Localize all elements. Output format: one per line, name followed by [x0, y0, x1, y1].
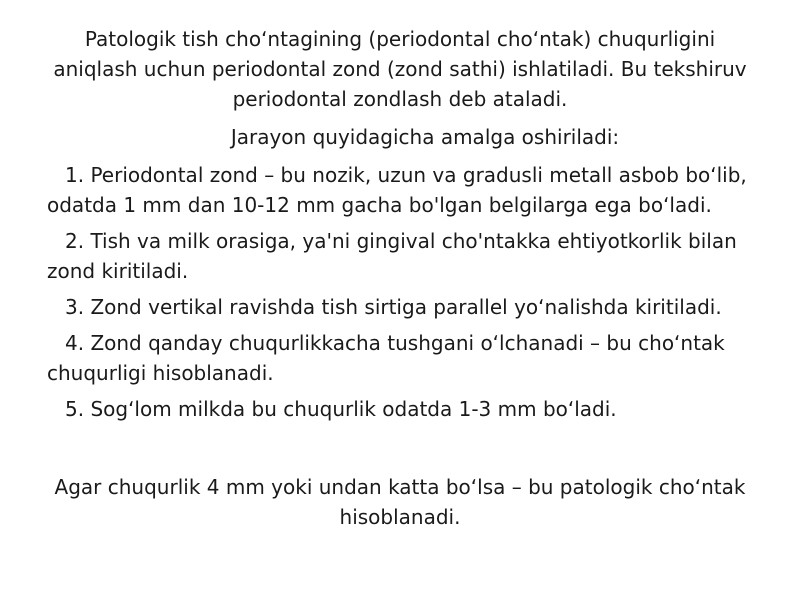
procedure-step-5: 5. Sogʻlom milkda bu chuqurlik odatda 1-3 mm boʻladi. — [65, 397, 617, 421]
conclusion-paragraph: Agar chuqurlik 4 mm yoki undan katta boʻlsa – bu patologik choʻntak hisoblanadi. — [54, 475, 746, 529]
procedure-step-2: 2. Tish va milk orasiga, ya'ni gingival cho'ntakka ehtiyotkorlik bilan zond kiritiladi. — [47, 229, 737, 283]
intro-paragraph: Patologik tish choʻntagining (periodontal choʻntak) chuqurligini aniqlash uchun periodontal zond (zond sathi) ishlatiladi. Bu tekshiruv periodontal zondlash deb ataladi. — [53, 27, 747, 111]
procedure-lead: Jarayon quyidagicha amalga oshiriladi: — [230, 125, 620, 149]
procedure-step-4: 4. Zond qanday chuqurlikkacha tushgani oʻlchanadi – bu choʻntak chuqurligi hisoblanadi. — [47, 331, 725, 385]
procedure-step-1: 1. Periodontal zond – bu nozik, uzun va gradusli metall asbob boʻlib, odatda 1 mm dan 10-12 mm gacha bo'lgan belgilarga ega boʻladi. — [47, 163, 747, 217]
procedure-steps-list — [47, 160, 762, 430]
procedure-step-3: 3. Zond vertikal ravishda tish sirtiga parallel yoʻnalishda kiritiladi. — [65, 295, 722, 319]
